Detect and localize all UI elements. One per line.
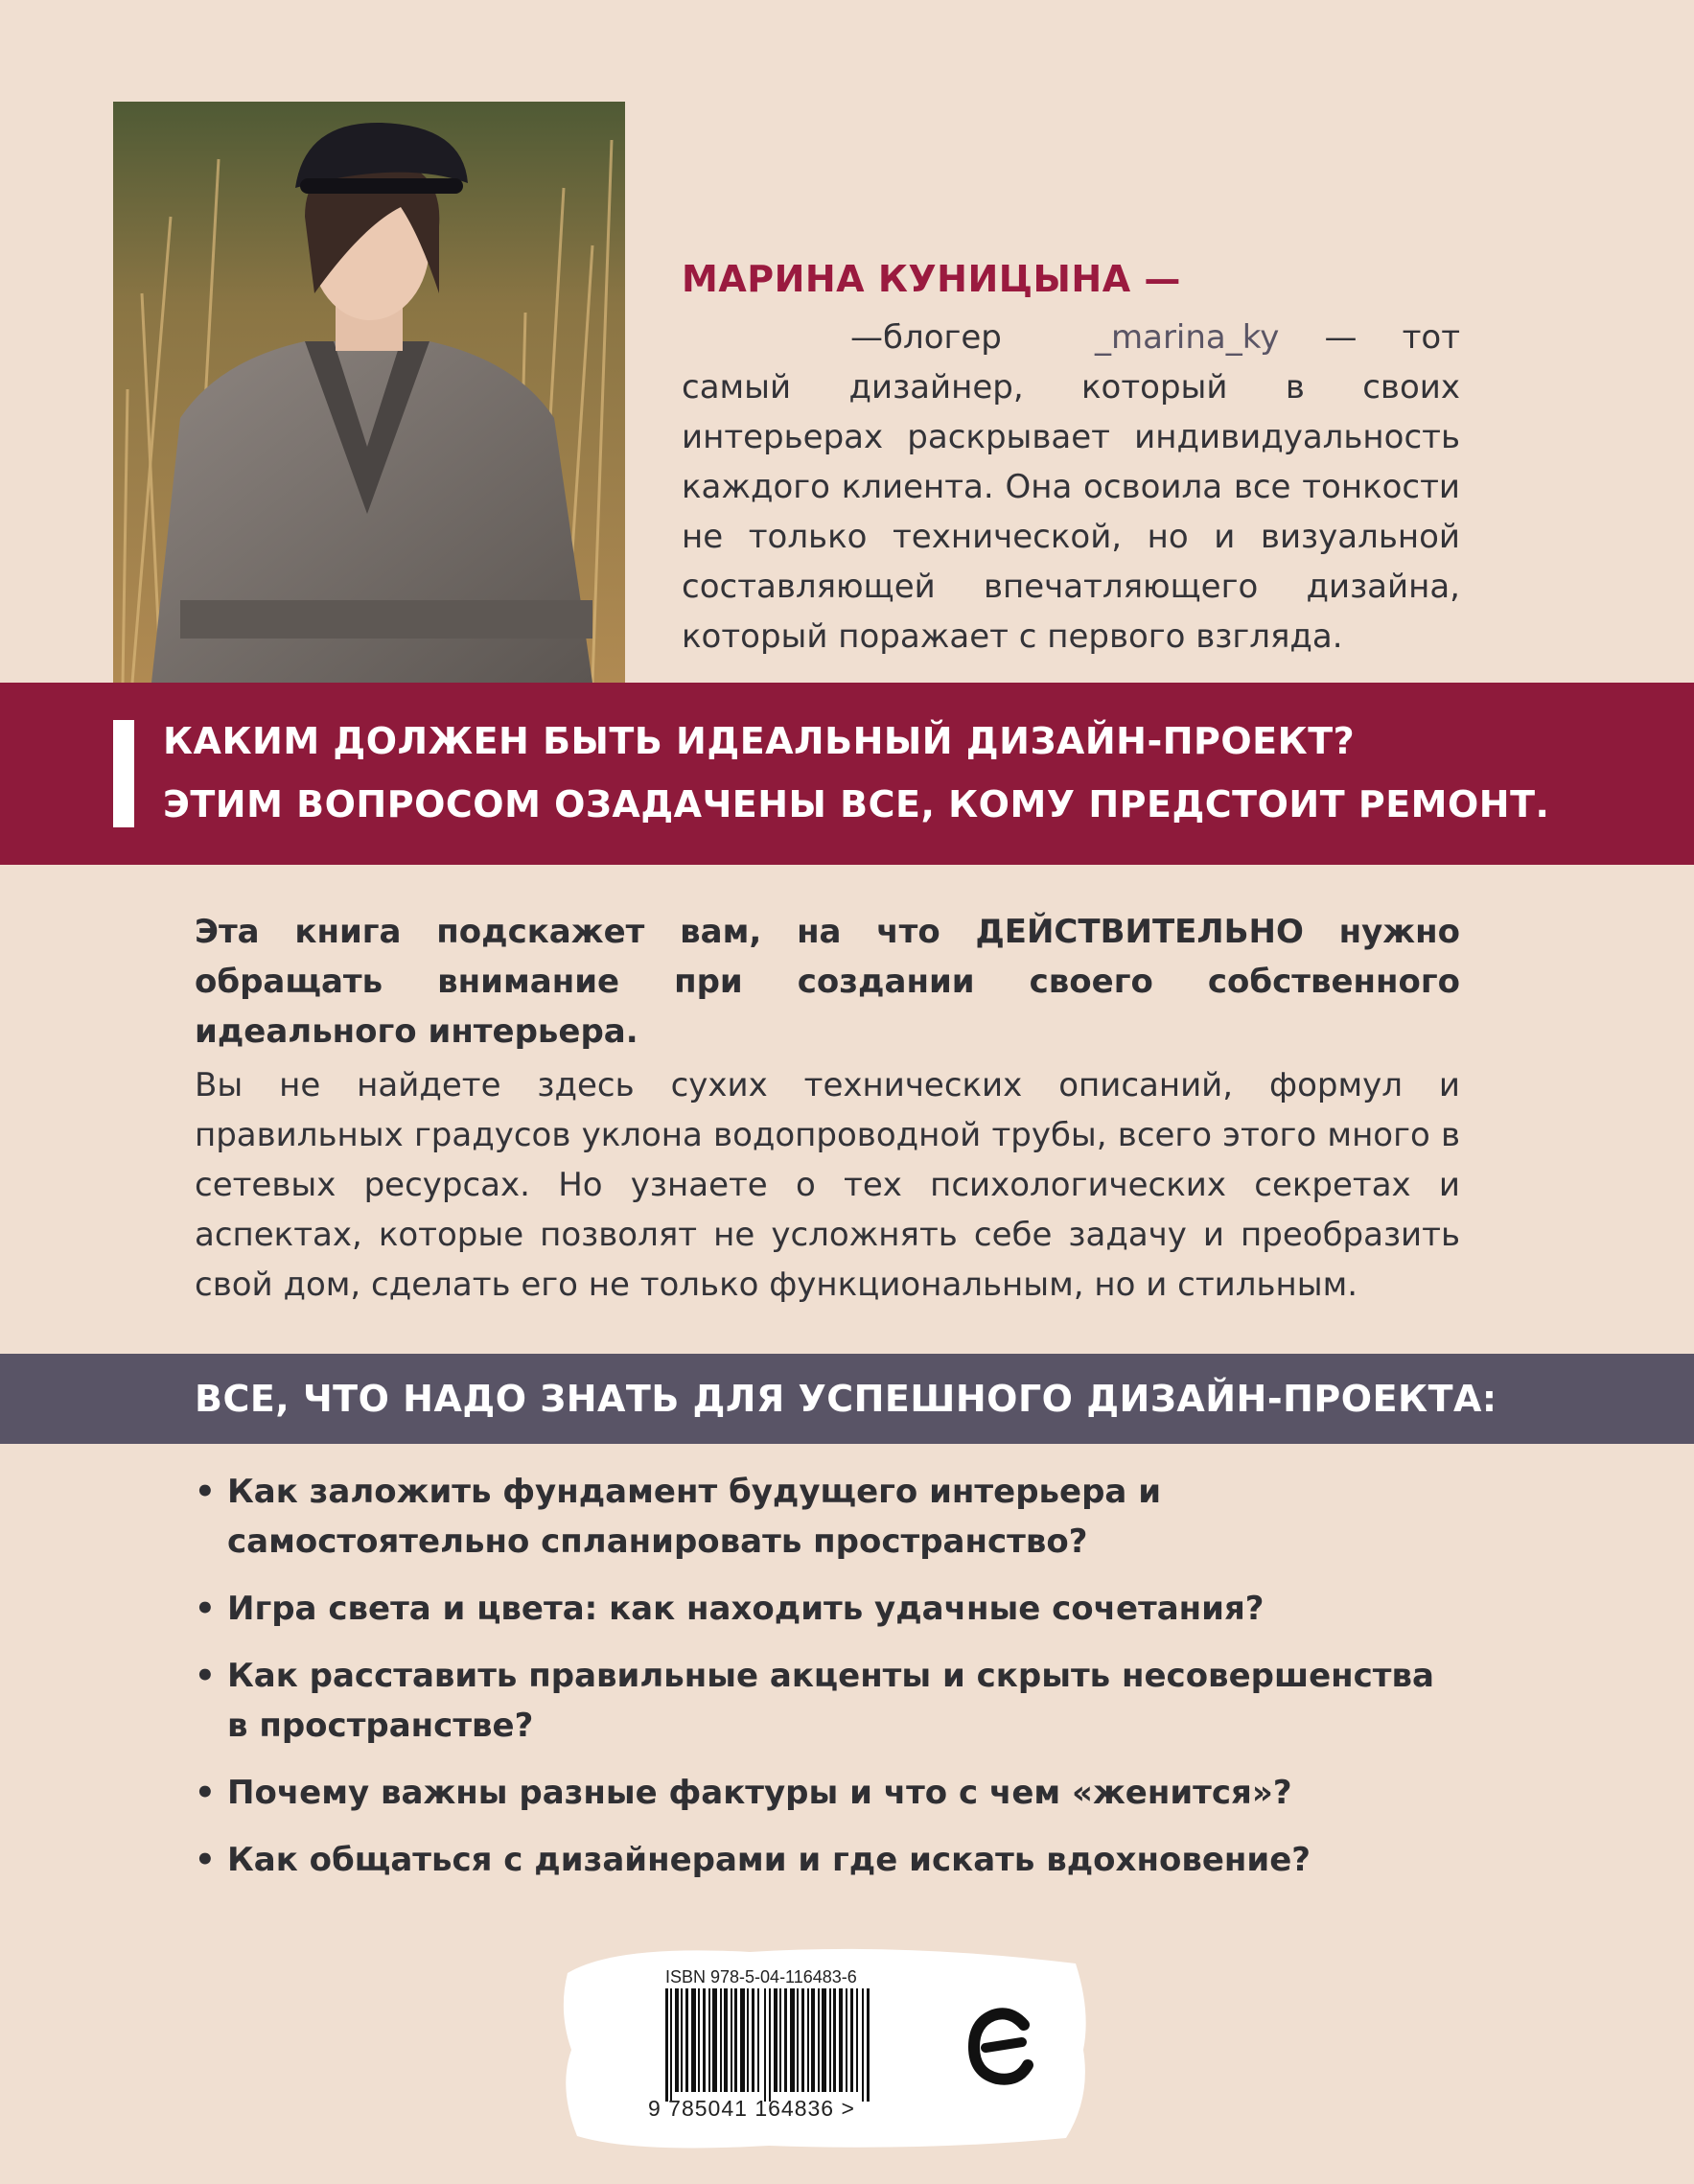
section-band xyxy=(0,1354,1694,1444)
list-item xyxy=(195,1584,1460,1634)
headline-band xyxy=(0,683,1694,865)
headline-line-2: ЭТИМ ВОПРОСОМ ОЗАДАЧЕНЫ ВСЕ, КОМУ ПРЕДСТОИТ РЕМОНТ. xyxy=(163,783,1550,825)
bullet-icon: • xyxy=(195,1774,216,1812)
author-bio-rest: — тот самый дизайнер, который в своих интерьерах раскрывает индивидуальность каждого клиента. Она освоила все тонкости не только технической, но и визуальной составляющей впечатляющего дизайна, который поражает с первого взгляда. xyxy=(682,318,1461,656)
headline-line-1: КАКИМ ДОЛЖЕН БЫТЬ ИДЕАЛЬНЫЙ ДИЗАЙН-ПРОЕКТ? xyxy=(163,720,1356,762)
list-item-text: Игра света и цвета: как находить удачные сочетания? xyxy=(227,1590,1265,1628)
author-block xyxy=(682,251,1460,662)
barcode-digits: 9 785041 164836 > xyxy=(648,2096,855,2121)
headline-bar xyxy=(113,720,134,827)
bullet-icon: • xyxy=(195,1841,216,1879)
barcode-area xyxy=(558,1935,1091,2157)
list-item xyxy=(195,1651,1460,1751)
list-item-text: Как расставить правильные акценты и скрыть несовершенства в пространстве? xyxy=(227,1657,1434,1745)
bullet-icon: • xyxy=(195,1657,216,1695)
list-item xyxy=(195,1835,1460,1885)
author-bio xyxy=(682,313,1460,662)
author-portrait-photo-icon xyxy=(113,102,625,683)
author-name: МАРИНА КУНИЦЫНА — xyxy=(682,258,1181,300)
barcode-icon xyxy=(665,1988,871,2102)
intro-paragraph: Эта книга подскажет вам, на что ДЕЙСТВИТЕЛЬНО нужно обращать внимание при создании своего собственного идеального интерьера. xyxy=(195,913,1460,1051)
author-handle: _marina_ky xyxy=(1095,318,1280,357)
author-photo xyxy=(113,102,625,683)
author-bio-prefix: —блогер xyxy=(850,318,1002,357)
list-item-text: Как общаться с дизайнерами и где искать вдохновение? xyxy=(227,1841,1311,1879)
isbn-text: ISBN 978-5-04-116483-6 xyxy=(665,1967,857,1987)
section-title: ВСЕ, ЧТО НАДО ЗНАТЬ ДЛЯ УСПЕШНОГО ДИЗАЙН-ПРОЕКТА: xyxy=(195,1378,1497,1420)
headline-text xyxy=(163,709,1549,836)
list-item xyxy=(195,1467,1460,1567)
list-item xyxy=(195,1768,1460,1818)
eksmo-logo-icon xyxy=(964,2004,1041,2090)
bullet-list xyxy=(195,1467,1460,1902)
body-paragraph: Вы не найдете здесь сухих технических описаний, формул и правильных градусов уклона водопроводной трубы, всего этого много в сетевых ресурсах. Но узнаете о тех психологических секретах и аспектах, которые позволят не усложнять себе задачу и преобразить свой дом, сделать его не только функциональным, но и стильным. xyxy=(195,1066,1460,1304)
bullet-icon: • xyxy=(195,1590,216,1628)
bullet-icon: • xyxy=(195,1473,216,1511)
list-item-text: Почему важны разные фактуры и что с чем «женится»? xyxy=(227,1774,1292,1812)
list-item-text: Как заложить фундамент будущего интерьера и самостоятельно спланировать пространство? xyxy=(227,1473,1162,1561)
